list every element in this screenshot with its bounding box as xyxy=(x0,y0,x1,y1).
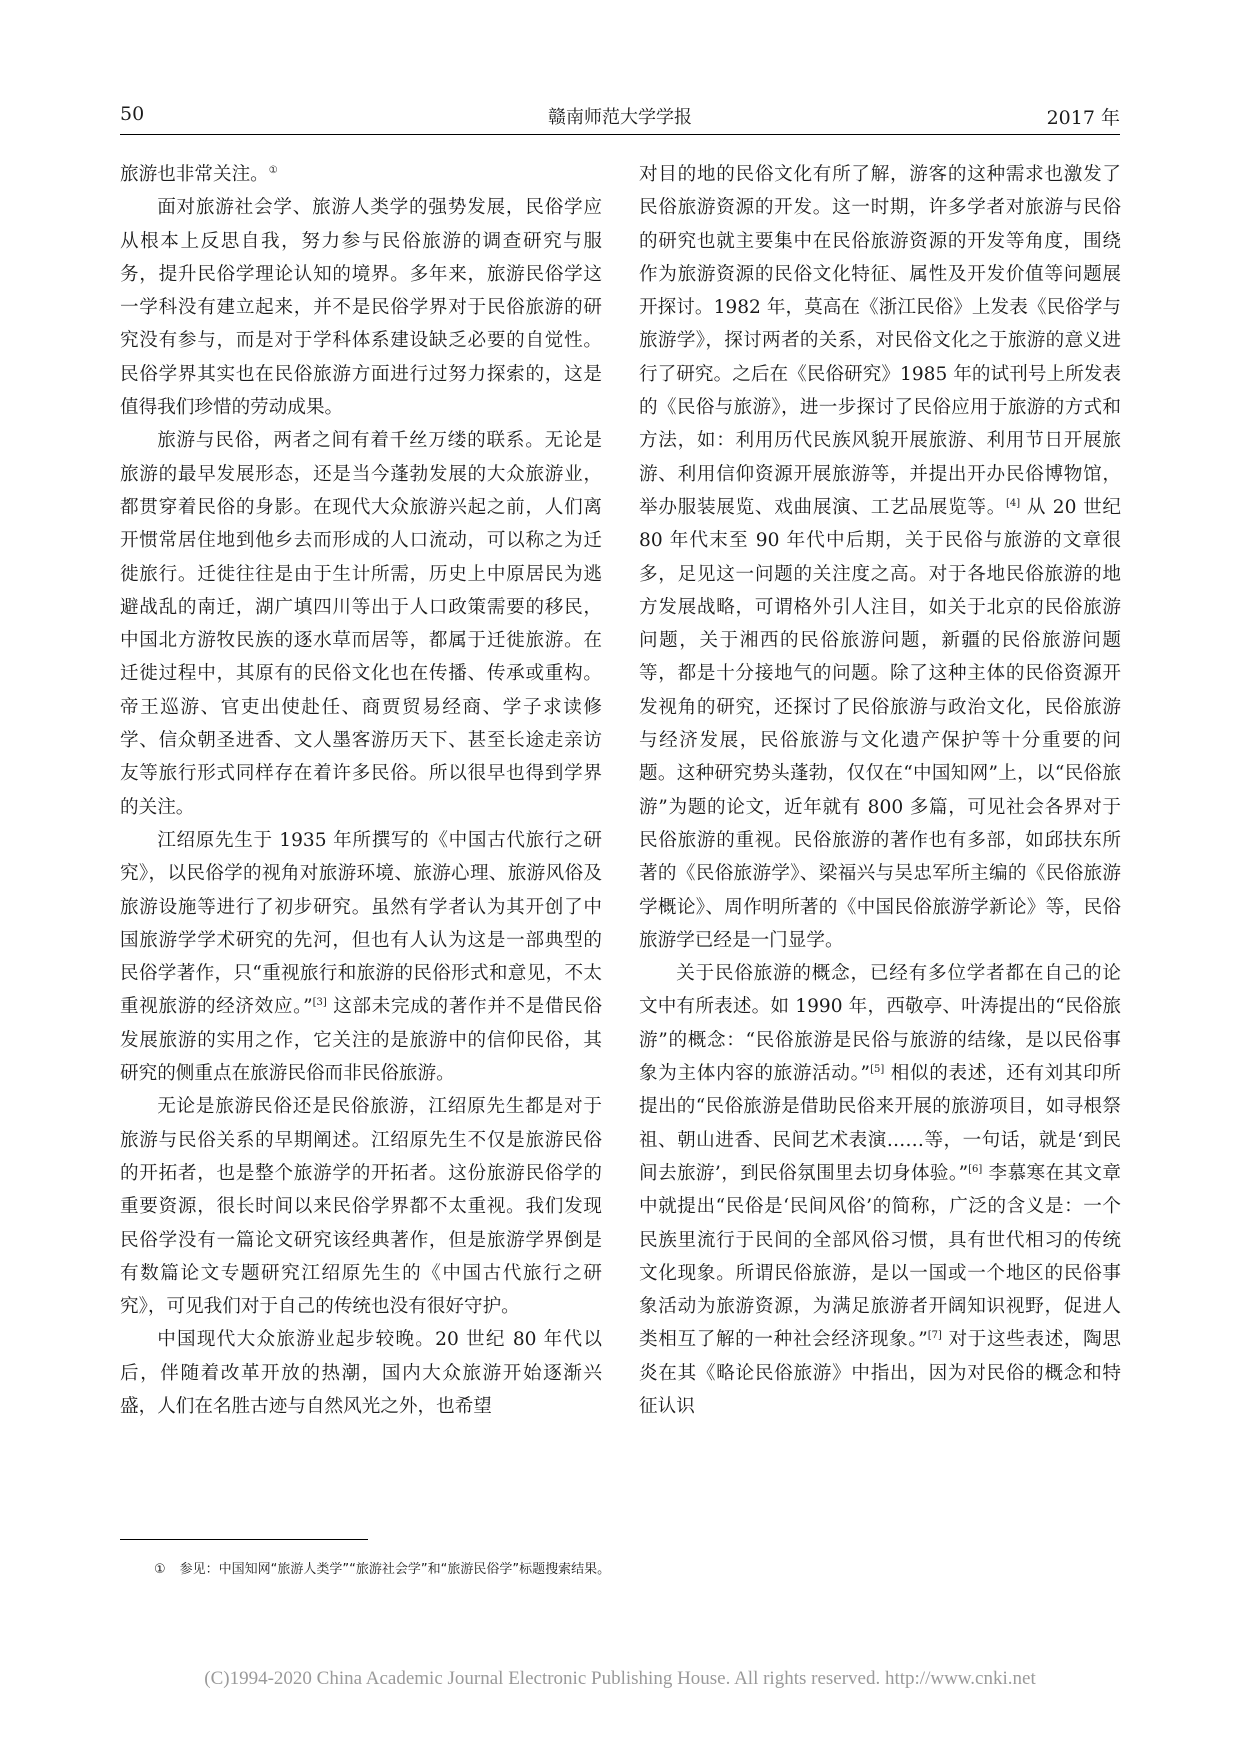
citation-ref[interactable]: [6] xyxy=(968,1163,983,1175)
paragraph: 旅游与民俗，两者之间有着千丝万缕的联系。无论是旅游的最早发展形态，还是当今蓬勃发展的大众旅游业，都贯穿着民俗的身影。在现代大众旅游兴起之前，人们离开惯常居住地到他乡去而形成的人口流动，可以称之为迁徙旅行。迁徙往往是由于生计所需，历史上中原居民为逃避战乱的南迁，湖广填四川等出于人口政策需要的移民，中国北方游牧民族的逐水草而居等，都属于迁徙旅游。在迁徙过程中，其原有的民俗文化也在传播、传承或重构。帝王巡游、官吏出使赴任、商贾贸易经商、学子求读修学、信众朝圣进香、文人墨客游历天下、甚至长途走亲访友等旅行形式同样存在着许多民俗。所以很早也得到学界的关注。 xyxy=(120,430,602,818)
journal-title: 赣南师范大学学报 xyxy=(548,107,692,128)
paragraph: 对目的地的民俗文化有所了解，游客的这种需求也激发了民俗旅游资源的开发。这一时期，许多学者对旅游与民俗的研究也就主要集中在民俗旅游资源的开发等角度，围绕作为旅游资源的民俗文化特征、属性及开发价值等问题展开探讨。1982 年，莫高在《浙江民俗》上发表《民俗学与旅游学》，探讨两者的关系，对民俗文化之于旅游的意义进行了研究。之后在《民俗研究》1985 年的试刊号上所发表的《民俗与旅游》，进一步探讨了民俗应用于旅游的方式和方法，如：利用历代民族风貌开展旅游、利用节日开展旅游、利用信仰资源开展旅游等，并提出开办民俗博物馆，举办服装展览、戏曲展演、工艺品展览等。[4] 从 20 世纪 80 年代末至 90 年代中后期，关于民俗与旅游的文章很多，足见这一问题的关注度之高。对于各地民俗旅游的地方发展战略，可谓格外引人注目，如关于北京的民俗旅游问题，关于湘西的民俗旅游问题，新疆的民俗旅游问题等，都是十分接地气的问题。除了这种主体的民俗资源开发视角的研究，还探讨了民俗旅游与政治文化，民俗旅游与经济发展，民俗旅游与文化遗产保护等十分重要的问题。这种研究势头蓬勃，仅仅在“中国知网”上，以“民俗旅游”为题的论文，近年就有 800 多篇，可见社会各界对于民俗旅游的重视。民俗旅游的著作也有多部，如邱扶东所著的《民俗旅游学》、梁福兴与吴忠军所主编的《民俗旅游学概论》、周作明所著的《中国民俗旅游学新论》等，民俗旅游学已经是一门显学。 xyxy=(639,164,1121,951)
citation-ref[interactable]: [4] xyxy=(1006,497,1021,509)
paragraph: 旅游也非常关注。① xyxy=(120,164,278,185)
right-column xyxy=(639,158,1121,1423)
paragraph: 无论是旅游民俗还是民俗旅游，江绍原先生都是对于旅游与民俗关系的早期阐述。江绍原先生不仅是旅游民俗的开拓者，也是整个旅游学的开拓者。这份旅游民俗学的重要资源，很长时间以来民俗学界都不太重视。我们发现民俗学没有一篇论文研究该经典著作，但是旅游学界倒是有数篇论文专题研究江绍原先生的《中国古代旅行之研究》，可见我们对于自己的传统也没有很好守护。 xyxy=(120,1096,602,1318)
footnote xyxy=(154,1558,610,1577)
paragraph: 面对旅游社会学、旅游人类学的强势发展，民俗学应从根本上反思自我，努力参与民俗旅游的调查研究与服务，提升民俗学理论认知的境界。多年来，旅游民俗学这一学科没有建立起来，并不是民俗学界对于民俗旅游的研究没有参与，而是对于学科体系建设缺乏必要的自觉性。民俗学界其实也在民俗旅游方面进行过努力探索的，这是值得我们珍惜的劳动成果。 xyxy=(120,197,602,419)
running-header xyxy=(120,103,1120,135)
header-rule xyxy=(120,134,1120,135)
paragraph: 关于民俗旅游的概念，已经有多位学者都在自己的论文中有所表述。如 1990 年，西敬亭、叶涛提出的“民俗旅游”的概念：“民俗旅游是民俗与旅游的结缘，是以民俗事象为主体内容的旅游活动。”[5] 相似的表述，还有刘其印所提出的“民俗旅游是借助民俗来开展的旅游项目，如寻根祭祖、朝山进香、民间艺术表演……等，一句话，就是‘到民间去旅游’，到民俗氛围里去切身体验。”[6] 李慕寒在其文章中就提出“民俗是‘民间风俗’的简称，广泛的含义是：一个民族里流行于民间的全部风俗习惯，具有世代相习的传统文化现象。所谓民俗旅游，是以一国或一个地区的民俗事象活动为旅游资源，为满足旅游者开阔知识视野，促进人类相互了解的一种社会经济现象。”[7] 对于这些表述，陶思炎在其《略论民俗旅游》中指出，因为对民俗的概念和特征认识 xyxy=(639,963,1121,1417)
paragraph: 中国现代大众旅游业起步较晚。20 世纪 80 年代以后，伴随着改革开放的热潮，国内大众旅游开始逐渐兴盛，人们在名胜古迹与自然风光之外，也希望 xyxy=(120,1329,602,1417)
footnote-rule xyxy=(120,1539,368,1540)
footnote-ref[interactable]: ① xyxy=(268,164,278,176)
copyright-notice: (C)1994-2020 China Academic Journal Electronic Publishing House. All rights reserved. http://www.cnki.net xyxy=(204,1668,1036,1689)
paragraph: 江绍原先生于 1935 年所撰写的《中国古代旅行之研究》，以民俗学的视角对旅游环境、旅游心理、旅游风俗及旅游设施等进行了初步研究。虽然有学者认为其开创了中国旅游学学术研究的先河，但也有人认为这是一部典型的民俗学著作，只“重视旅行和旅游的民俗形式和意见，不太重视旅游的经济效应。”[3] 这部未完成的著作并不是借民俗发展旅游的实用之作，它关注的是旅游中的信仰民俗，其研究的侧重点在旅游民俗而非民俗旅游。 xyxy=(120,829,602,1085)
footnote-text: 参见：中国知网“旅游人类学”“旅游社会学”和“旅游民俗学”标题搜索结果。 xyxy=(179,1562,611,1577)
citation-ref[interactable]: [7] xyxy=(927,1330,942,1342)
footnote-marker: ① xyxy=(154,1562,166,1577)
year: 2017 年 xyxy=(1046,107,1120,129)
citation-ref[interactable]: [5] xyxy=(870,1063,885,1075)
citation-ref[interactable]: [3] xyxy=(312,997,327,1009)
left-column xyxy=(120,158,602,1423)
page-number: 50 xyxy=(120,103,145,125)
